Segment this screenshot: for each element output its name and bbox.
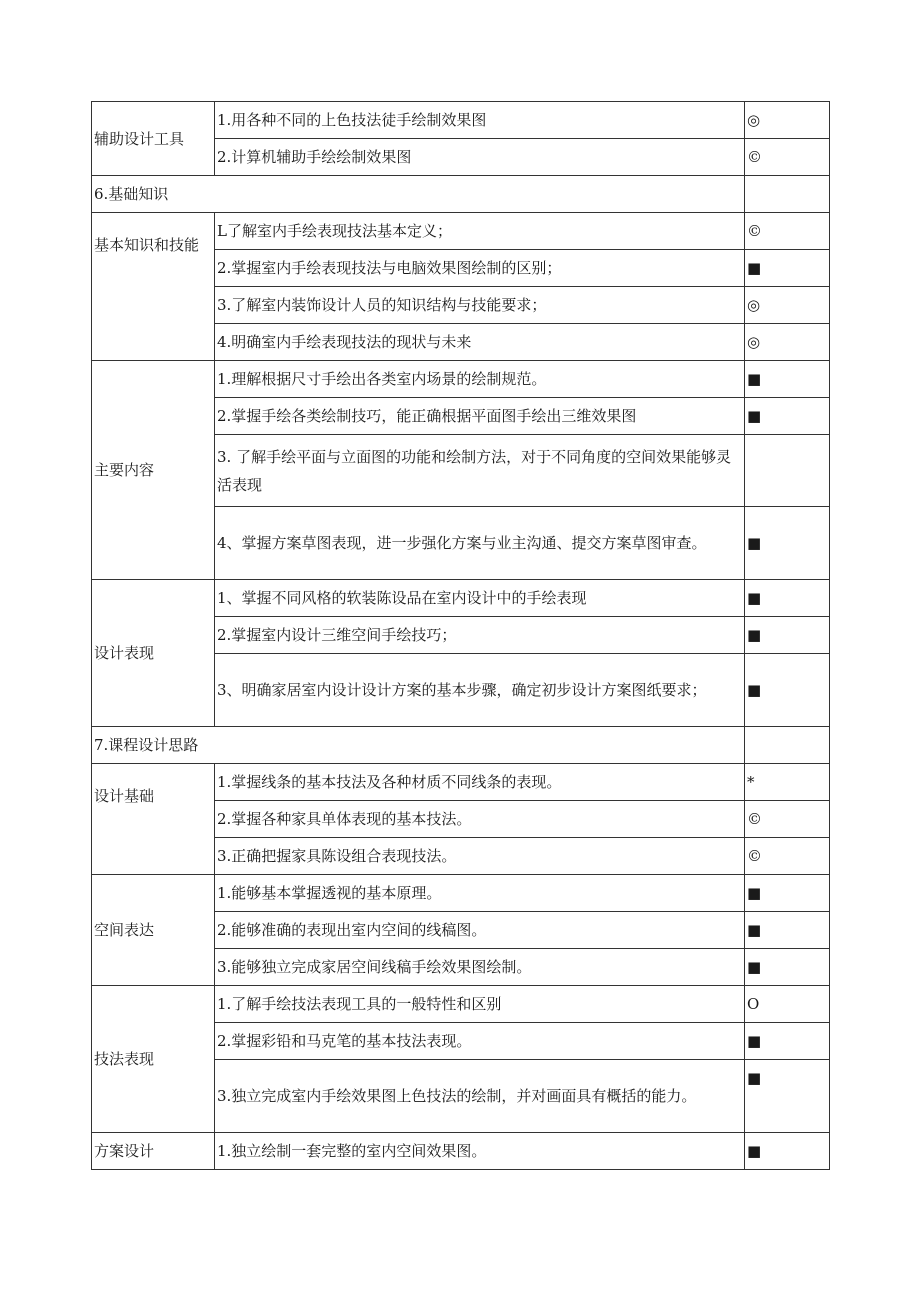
item-cell: 1.能够基本掌握透视的基本原理。	[215, 875, 745, 912]
level-mark: ◎	[745, 287, 830, 324]
table-row	[92, 213, 830, 250]
level-mark: O	[745, 986, 830, 1023]
item-cell: 3.正确把握家具陈设组合表现技法。	[215, 838, 745, 875]
category-cell: 方案设计	[92, 1133, 215, 1170]
category-cell: 主要内容	[92, 361, 215, 580]
empty-cell	[745, 727, 830, 764]
item-cell: 1.理解根据尺寸手绘出各类室内场景的绘制规范。	[215, 361, 745, 398]
level-mark: ■	[745, 875, 830, 912]
item-cell: 2.计算机辅助手绘绘制效果图	[215, 139, 745, 176]
table-row	[92, 764, 830, 801]
level-mark: ■	[745, 912, 830, 949]
level-mark: *	[745, 764, 830, 801]
table-row	[92, 580, 830, 617]
section-heading: 6.基础知识	[92, 176, 745, 213]
item-cell: 2.能够准确的表现出室内空间的线稿图。	[215, 912, 745, 949]
item-cell: 4.明确室内手绘表现技法的现状与未来	[215, 324, 745, 361]
section-row	[92, 727, 830, 764]
empty-cell	[745, 176, 830, 213]
level-mark: ■	[745, 617, 830, 654]
level-mark: ■	[745, 654, 830, 727]
level-mark: ©	[745, 801, 830, 838]
level-mark: ◎	[745, 324, 830, 361]
category-cell: 设计表现	[92, 580, 215, 727]
item-cell: 1、掌握不同风格的软装陈设品在室内设计中的手绘表现	[215, 580, 745, 617]
item-cell: 3.独立完成室内手绘效果图上色技法的绘制，并对画面具有概括的能力。	[215, 1060, 745, 1133]
level-mark: ■	[745, 1060, 830, 1133]
level-mark: ©	[745, 213, 830, 250]
level-mark: ◎	[745, 102, 830, 139]
table-row	[92, 1133, 830, 1170]
item-cell: 2.掌握室内设计三维空间手绘技巧；	[215, 617, 745, 654]
level-mark: ■	[745, 250, 830, 287]
item-cell: 2.掌握彩铅和马克笔的基本技法表现。	[215, 1023, 745, 1060]
level-mark: ■	[745, 398, 830, 435]
item-cell: 3.能够独立完成家居空间线稿手绘效果图绘制。	[215, 949, 745, 986]
item-cell: 1.了解手绘技法表现工具的一般特性和区别	[215, 986, 745, 1023]
item-cell: 3.了解室内装饰设计人员的知识结构与技能要求；	[215, 287, 745, 324]
item-cell: 3、明确家居室内设计设计方案的基本步骤，确定初步设计方案图纸要求；	[215, 654, 745, 727]
level-mark: ©	[745, 139, 830, 176]
item-cell: 4、掌握方案草图表现，进一步强化方案与业主沟通、提交方案草图审查。	[215, 507, 745, 580]
category-cell: 设计基础	[92, 764, 215, 875]
category-cell: 辅助设计工具	[92, 102, 215, 176]
level-mark	[745, 435, 830, 507]
level-mark: ■	[745, 949, 830, 986]
table-row	[92, 875, 830, 912]
category-cell: 技法表现	[92, 986, 215, 1133]
level-mark: ■	[745, 1023, 830, 1060]
level-mark: ■	[745, 580, 830, 617]
item-cell: L了解室内手绘表现技法基本定义；	[215, 213, 745, 250]
section-row	[92, 176, 830, 213]
curriculum-table	[91, 101, 830, 1170]
section-heading: 7.课程设计思路	[92, 727, 745, 764]
table-row	[92, 361, 830, 398]
item-cell: 3. 了解手绘平面与立面图的功能和绘制方法，对于不同角度的空间效果能够灵活表现	[215, 435, 745, 507]
category-cell: 基本知识和技能	[92, 213, 215, 361]
item-cell: 2.掌握手绘各类绘制技巧，能正确根据平面图手绘出三维效果图	[215, 398, 745, 435]
category-cell: 空间表达	[92, 875, 215, 986]
level-mark: ■	[745, 361, 830, 398]
level-mark: ©	[745, 838, 830, 875]
level-mark: ■	[745, 507, 830, 580]
table-row	[92, 986, 830, 1023]
level-mark: ■	[745, 1133, 830, 1170]
table-row	[92, 102, 830, 139]
item-cell: 2.掌握各种家具单体表现的基本技法。	[215, 801, 745, 838]
item-cell: 1.用各种不同的上色技法徒手绘制效果图	[215, 102, 745, 139]
item-cell: 1.独立绘制一套完整的室内空间效果图。	[215, 1133, 745, 1170]
item-cell: 2.掌握室内手绘表现技法与电脑效果图绘制的区别；	[215, 250, 745, 287]
item-cell: 1.掌握线条的基本技法及各种材质不同线条的表现。	[215, 764, 745, 801]
